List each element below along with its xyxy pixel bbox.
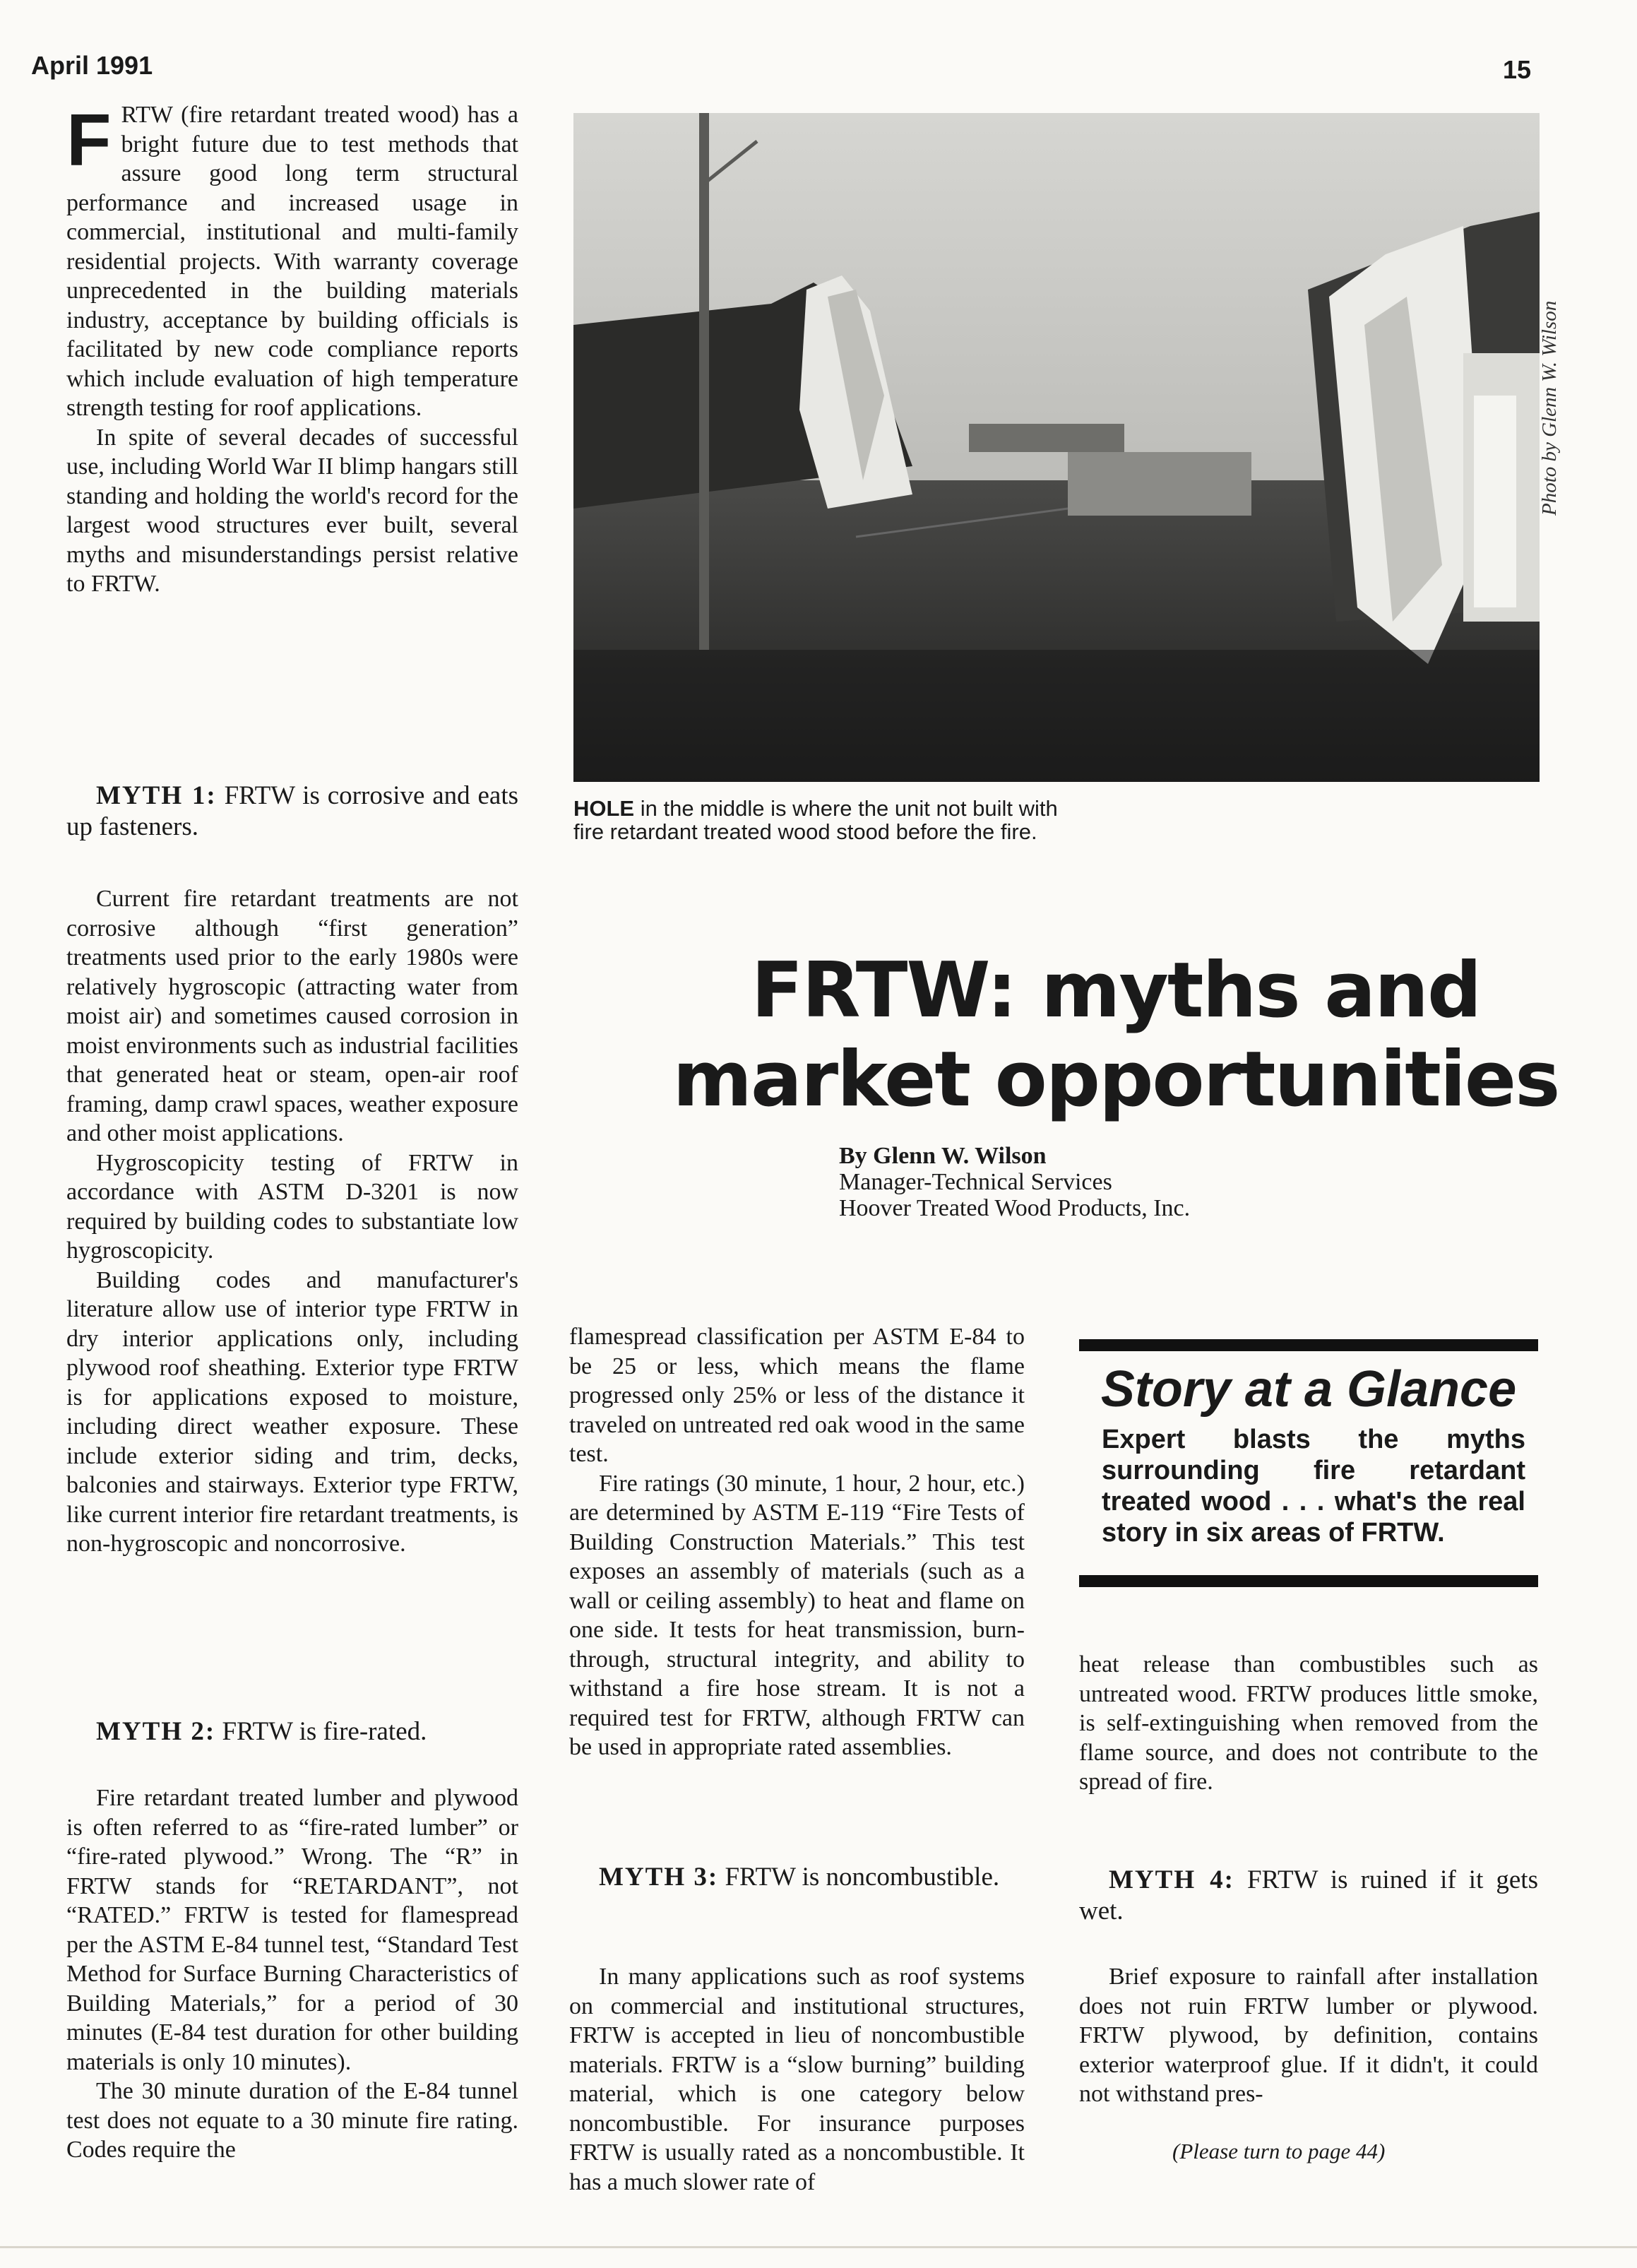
title-line-1: FRTW: myths and xyxy=(751,946,1481,1035)
column-1-body xyxy=(66,884,518,1559)
myth-text: FRTW is noncombustible. xyxy=(718,1863,1000,1892)
myth-text: FRTW is ruined if it gets wet. xyxy=(1079,1865,1538,1925)
column-2-end xyxy=(569,1962,1025,2197)
glance-text: Expert blasts the myths surrounding fire retardant treated wood . . . what's the real story in six areas of FRTW. xyxy=(1102,1425,1525,1548)
intro-paragraph xyxy=(66,100,518,423)
photo-credit: Photo by Glenn W. Wilson xyxy=(1538,300,1561,516)
issue-date: April 1991 xyxy=(31,51,153,80)
caption-lead: HOLE xyxy=(573,796,635,821)
byline-author: By Glenn W. Wilson xyxy=(839,1143,1047,1169)
myth-1-heading xyxy=(66,780,518,843)
article-title xyxy=(657,946,1575,1124)
paragraph: In spite of several decades of successful use, including World War II blimp hangars still standing and holding the world's record for the largest wood structures ever built, several myths and misunderstandings persist relative to FRTW. xyxy=(66,424,518,597)
column-1-end xyxy=(66,1783,518,2165)
myth-label: MYTH 4: xyxy=(1109,1865,1234,1894)
glance-bottom-bar xyxy=(1079,1575,1538,1587)
myth-label: MYTH 1: xyxy=(96,781,217,810)
photo-caption xyxy=(573,797,1061,843)
intro-text: RTW (fire retardant treated wood) has a bright future due to test methods that assure good long term structural performance and increased usage in commercial, institutional and multi-family residential projects. With warranty coverage unprecedented in the building materials industry, acceptance by building officials is facilitated by new code compliance reports which include evaluation of high temperature strength testing for roof applications. xyxy=(66,102,518,421)
paragraph: Fire retardant treated lumber and plywood is often referred to as “fire-rated lumber” or “fire-rated plywood.” Wrong. The “R” in FRTW stands for “RETARDANT”, not “RATED.” FRTW is tested for flamespread per the ASTM E-84 tunnel test, “Standard Test Method for Surface Burning Characteristics of Building Materials,” for a period of 30 minutes (E-84 test duration for other building materials is only 10 minutes). xyxy=(66,1785,518,2075)
paragraph: heat release than combustibles such as untreated wood. FRTW produces little smoke, is self-extinguishing when removed from the flame source, and does not contribute to the spread of fire. xyxy=(1079,1651,1538,1795)
paragraph: In many applications such as roof systems on commercial and institutional structures, FRTW is accepted in lieu of noncombustible materials. FRTW is a “slow burning” building material, which is one category below noncombustible. For insurance purposes FRTW is usually rated as a noncombustible. It has a much slower rate of xyxy=(569,1964,1025,2195)
paragraph: The 30 minute duration of the E-84 tunnel test does not equate to a 30 minute fire rating. Codes require the xyxy=(66,2078,518,2163)
caption-text: in the middle is where the unit not built with fire retardant treated wood stood before the fire. xyxy=(573,796,1058,844)
myth-3-heading xyxy=(569,1862,1025,1893)
column-3 xyxy=(1079,1650,1538,1797)
myth-text: FRTW is fire-rated. xyxy=(215,1717,427,1746)
column-3-end xyxy=(1079,1962,1538,2109)
title-line-2: market opportunities xyxy=(672,1035,1559,1124)
paragraph: Fire ratings (30 minute, 1 hour, 2 hour, etc.) are determined by ASTM E-119 “Fire Tests of Building Construction Materials.” This test exposes an assembly of materials (such as a wall or ceiling assembly) to heat and flame on one side. It tests for heat transmission, burn-through, structural integrity, and ability to withstand a fire hose stream. It is not a required test for FRTW, although FRTW can be used in appropriate rated assemblies. xyxy=(569,1470,1025,1760)
page-number: 15 xyxy=(1503,55,1532,84)
byline xyxy=(839,1143,1190,1221)
paragraph: Brief exposure to rainfall after installation does not ruin FRTW lumber or plywood. FRTW plywood, by definition, contains exterior waterproof glue. If it didn't, it could not withstand pres- xyxy=(1079,1964,1538,2107)
myth-4-heading xyxy=(1079,1865,1538,1927)
paragraph: flamespread classification per ASTM E-84 to be 25 or less, which means the flame progressed only 25% or less of the distance it traveled on untreated red oak wood in the same test. xyxy=(569,1324,1025,1467)
article-photo xyxy=(573,113,1540,782)
photo-scene xyxy=(573,113,1540,782)
column-1 xyxy=(66,100,518,599)
continued-note: (Please turn to page 44) xyxy=(1172,2139,1386,2163)
myth-label: MYTH 2: xyxy=(96,1717,216,1746)
myth-text: FRTW is corrosive and eats up fasteners. xyxy=(66,781,518,841)
byline-role: Manager-Technical Services xyxy=(839,1169,1112,1195)
column-2 xyxy=(569,1322,1025,1762)
paragraph: Building codes and manufacturer's literature allow use of interior type FRTW in dry interior applications only, including plywood roof sheathing. Exterior type FRTW is for applications exposed to moisture, including direct weather exposure. These include exterior siding and trim, decks, balconies and stairways. Exterior type FRTW, like current interior fire retardant treatments, is non-hygroscopic and noncorrosive. xyxy=(66,1266,518,1557)
byline-company: Hoover Treated Wood Products, Inc. xyxy=(839,1195,1191,1221)
myth-2-heading xyxy=(66,1716,518,1747)
glance-title: Story at a Glance xyxy=(1100,1361,1517,1418)
myth-label: MYTH 3: xyxy=(599,1863,719,1892)
paragraph: Hygroscopicity testing of FRTW in accordance with ASTM D-3201 is now required by building codes to substantiate low hygroscopicity. xyxy=(66,1149,518,1264)
page-edge xyxy=(0,2246,1637,2248)
glance-top-bar xyxy=(1079,1339,1538,1351)
paragraph: Current fire retardant treatments are not corrosive although “first generation” treatments used prior to the early 1980s were relatively hygroscopic (attracting water from moist air) and sometimes caused corrosion in moist environments such as industrial facilities that generated heat or steam, open-air roof framing, damp crawl spaces, weather exposure and other moist applications. xyxy=(66,886,518,1146)
drop-cap: F xyxy=(66,100,112,182)
